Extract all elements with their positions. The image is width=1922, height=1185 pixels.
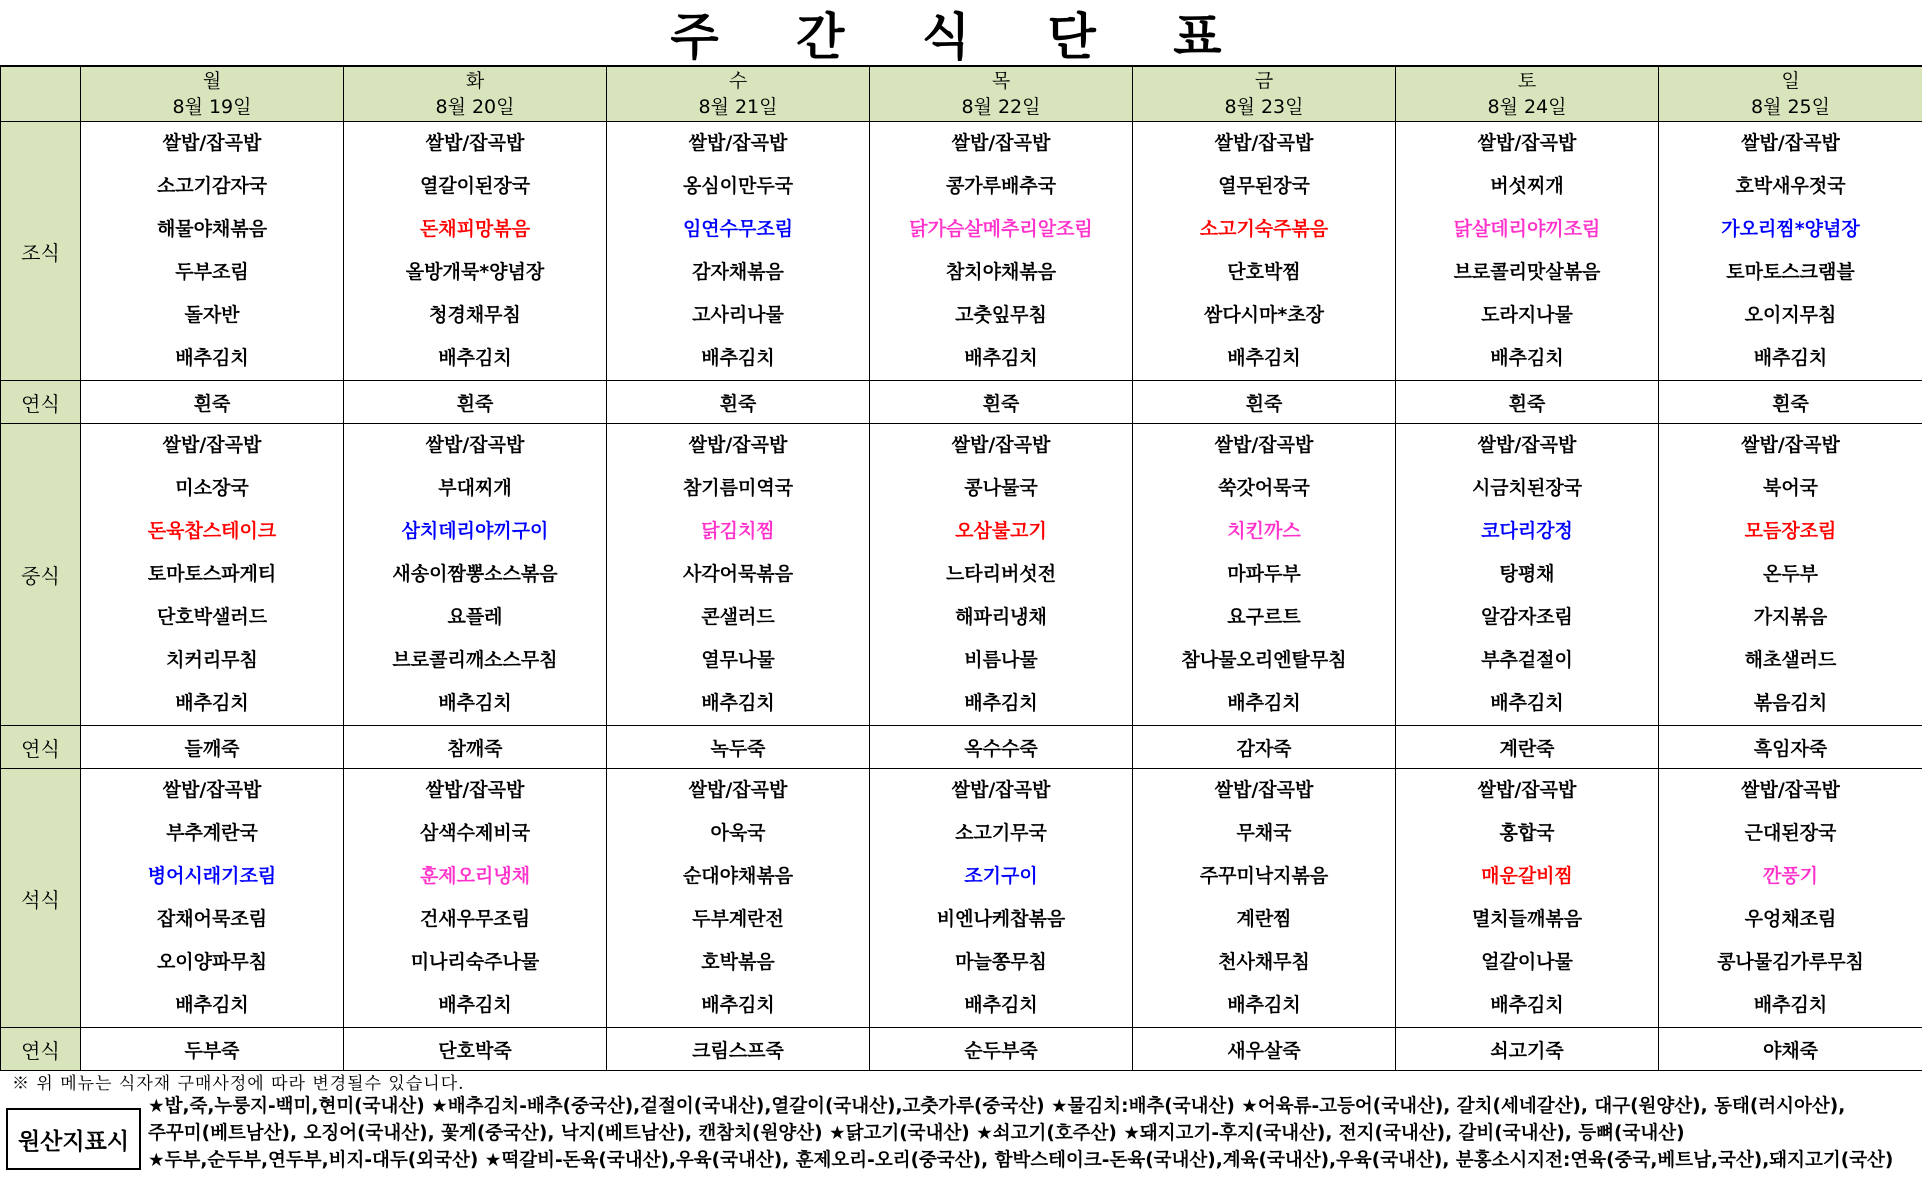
menu-item: 비엔나케찹볶음 (936, 908, 1066, 930)
day-name: 금 (1254, 70, 1274, 92)
menu-item: 콩나물국 (964, 477, 1038, 499)
menu-item: 가지볶음 (1753, 606, 1828, 628)
menu-item: 해파리냉채 (955, 606, 1047, 628)
day-header-row (1, 67, 1922, 122)
menu-item: 계란찜 (1236, 908, 1292, 930)
menu-item: 모듬장조림 (1744, 520, 1837, 542)
meal-cell (1659, 122, 1922, 381)
weekly-menu-table (0, 66, 1922, 1071)
snack-cell: 단호박죽 (344, 1028, 607, 1071)
menu-item: 깐풍기 (1762, 865, 1819, 887)
day-header-sat (1396, 67, 1659, 122)
menu-item: 멸치들깨볶음 (1471, 908, 1583, 930)
menu-item: 단호박찜 (1227, 261, 1301, 283)
menu-item: 병어시래기조림 (147, 865, 277, 887)
menu-item: 해초샐러드 (1744, 649, 1837, 671)
menu-item: 쌀밥/잡곡밥 (1214, 779, 1314, 801)
menu-item: 새송이짬뽕소스볶음 (392, 563, 558, 585)
menu-item: 비름나물 (964, 649, 1038, 671)
menu-item: 호박볶음 (701, 951, 775, 973)
day-date: 8월 25일 (1750, 96, 1830, 118)
day-header-fri (1133, 67, 1396, 122)
snack-cell: 두부죽 (81, 1028, 344, 1071)
snack-cell: 흰죽 (1659, 381, 1922, 424)
menu-item: 닭살데리야끼조림 (1453, 218, 1601, 240)
menu-item: 부대찌개 (438, 477, 512, 499)
snack-row (1, 1028, 1922, 1071)
menu-item: 북어국 (1762, 477, 1819, 499)
snack-cell: 옥수수죽 (870, 726, 1133, 769)
meal-cell (344, 122, 607, 381)
menu-item: 배추김치 (175, 347, 249, 369)
menu-item: 쌀밥/잡곡밥 (162, 779, 262, 801)
origin-line: ★밥,죽,누룽지-백미,현미(국내산) ★배추김치-배추(중국산),겉절이(국내산),열갈이(국내산),고춧가루(중국산) ★물김치:배추(국내산) ★어육류-고등어(국내산), 갈치(세네갈산), 대구(원양산), 동태(러시아산), (148, 1096, 1846, 1117)
menu-item: 고춧잎무침 (955, 304, 1047, 326)
meal-label: 중식 (1, 424, 81, 726)
menu-item: 쌀밥/잡곡밥 (425, 434, 525, 456)
menu-item: 단호박샐러드 (156, 606, 268, 628)
menu-item: 브로콜리맛살볶음 (1453, 261, 1601, 283)
menu-item: 배추김치 (701, 347, 775, 369)
snack-cell: 감자죽 (1133, 726, 1396, 769)
menu-item: 배추김치 (1490, 347, 1564, 369)
snack-cell: 흑임자죽 (1659, 726, 1922, 769)
menu-item: 쌀밥/잡곡밥 (951, 779, 1051, 801)
menu-item: 고사리나물 (692, 304, 784, 326)
menu-item: 삼색수제비국 (419, 822, 531, 844)
day-date: 8월 22일 (961, 96, 1041, 118)
meal-label: 조식 (1, 122, 81, 381)
menu-item: 볶음김치 (1753, 692, 1828, 714)
menu-item: 배추김치 (701, 994, 775, 1016)
menu-item: 쌀밥/잡곡밥 (1741, 779, 1840, 801)
meal-cell (607, 424, 870, 726)
menu-item: 쌀밥/잡곡밥 (425, 779, 525, 801)
menu-item: 사각어묵볶음 (682, 563, 794, 585)
menu-item: 청경채무침 (429, 304, 521, 326)
menu-item: 온두부 (1762, 563, 1819, 585)
menu-item: 쌀밥/잡곡밥 (1741, 132, 1840, 154)
meal-row (1, 424, 1922, 726)
menu-item: 배추김치 (964, 994, 1038, 1016)
snack-cell: 크림스프죽 (607, 1028, 870, 1071)
menu-item: 콩가루배추국 (945, 175, 1057, 197)
menu-item: 토마토스파게티 (147, 563, 277, 585)
snack-cell: 흰죽 (1133, 381, 1396, 424)
menu-item: 열무된장국 (1218, 175, 1310, 197)
menu-item: 얼갈이나물 (1481, 951, 1573, 973)
menu-item: 요플레 (447, 606, 503, 628)
menu-item: 해물야채볶음 (156, 218, 268, 240)
meal-cell (81, 769, 344, 1028)
menu-item: 치킨까스 (1227, 520, 1301, 542)
menu-item: 돈육찹스테이크 (147, 520, 277, 542)
menu-item: 배추김치 (964, 692, 1038, 714)
meal-label: 석식 (1, 769, 81, 1028)
menu-item: 배추김치 (438, 692, 512, 714)
day-date: 8월 21일 (698, 96, 778, 118)
snack-cell: 쇠고기죽 (1396, 1028, 1659, 1071)
menu-item: 쌀밥/잡곡밥 (1214, 434, 1314, 456)
menu-item: 쌀밥/잡곡밥 (951, 132, 1051, 154)
menu-item: 쌀밥/잡곡밥 (425, 132, 525, 154)
page-title: 주 간 식 단 표 (0, 0, 1922, 66)
snack-cell: 야채죽 (1659, 1028, 1922, 1071)
menu-item: 토마토스크램블 (1726, 261, 1855, 283)
menu-item: 쌀밥/잡곡밥 (688, 779, 788, 801)
menu-item: 닭김치찜 (701, 520, 775, 542)
menu-item: 닭가슴살메추리알조림 (909, 218, 1093, 240)
menu-item: 브로콜리깨소스무침 (392, 649, 558, 671)
menu-item: 배추김치 (1227, 692, 1301, 714)
menu-item: 쌀밥/잡곡밥 (162, 434, 262, 456)
menu-item: 쌀밥/잡곡밥 (1477, 132, 1577, 154)
day-date: 8월 24일 (1487, 96, 1567, 118)
menu-item: 버섯찌개 (1490, 175, 1564, 197)
meal-cell (81, 424, 344, 726)
menu-item: 쌀밥/잡곡밥 (951, 434, 1051, 456)
menu-item: 쌈다시마*초장 (1203, 304, 1325, 326)
menu-item: 소고기감자국 (156, 175, 268, 197)
menu-item: 조기구이 (964, 865, 1038, 887)
menu-item: 배추김치 (438, 994, 512, 1016)
menu-item: 쌀밥/잡곡밥 (688, 132, 788, 154)
menu-item: 마늘쫑무침 (955, 951, 1047, 973)
menu-item: 마파두부 (1227, 563, 1301, 585)
menu-item: 호박새우젓국 (1735, 175, 1846, 197)
meal-cell (1396, 122, 1659, 381)
menu-item: 배추김치 (1490, 692, 1564, 714)
menu-item: 돈채피망볶음 (419, 218, 531, 240)
corner-cell (1, 67, 81, 122)
snack-cell: 흰죽 (607, 381, 870, 424)
day-header-tue (344, 67, 607, 122)
menu-item: 알감자조림 (1481, 606, 1573, 628)
snack-cell: 흰죽 (870, 381, 1133, 424)
menu-item: 삼치데리야끼구이 (401, 520, 549, 542)
menu-item: 부추겉절이 (1481, 649, 1573, 671)
meal-cell (1659, 769, 1922, 1028)
meal-cell (870, 769, 1133, 1028)
snack-cell: 흰죽 (1396, 381, 1659, 424)
menu-item: 배추김치 (175, 692, 249, 714)
day-date: 8월 19일 (172, 96, 252, 118)
origin-line: ★두부,순두부,연두부,비지-대두(외국산) ★떡갈비-돈육(국내산),우육(국내산), 훈제오리-오리(중국산), 함박스테이크-돈육(국내산),계육(국내산),우육(국내산), 분홍소시지전:연육(중국,베트남,국산),돼지고기(국산) (148, 1150, 1894, 1171)
meal-cell (344, 424, 607, 726)
snack-cell: 새우살죽 (1133, 1028, 1396, 1071)
menu-item: 콘샐러드 (701, 606, 775, 628)
snack-cell: 참깨죽 (344, 726, 607, 769)
origin-label: 원산지표시 (6, 1108, 141, 1170)
menu-item: 근대된장국 (1744, 822, 1837, 844)
day-date: 8월 23일 (1224, 96, 1304, 118)
menu-item: 참치야채볶음 (945, 261, 1057, 283)
menu-item: 열갈이된장국 (419, 175, 531, 197)
menu-item: 배추김치 (1227, 347, 1301, 369)
snack-cell: 녹두죽 (607, 726, 870, 769)
day-header-mon (81, 67, 344, 122)
menu-item: 배추김치 (175, 994, 249, 1016)
menu-item: 오삼불고기 (955, 520, 1047, 542)
menu-item: 느타리버섯전 (945, 563, 1057, 585)
menu-item: 우엉채조림 (1744, 908, 1837, 930)
meal-cell (607, 122, 870, 381)
day-header-thu (870, 67, 1133, 122)
meal-cell (1396, 424, 1659, 726)
menu-item: 주꾸미낙지볶음 (1199, 865, 1329, 887)
meal-cell (607, 769, 870, 1028)
menu-item: 쌀밥/잡곡밥 (1477, 779, 1577, 801)
menu-item: 건새우무조림 (419, 908, 531, 930)
day-header-wed (607, 67, 870, 122)
menu-item: 미소장국 (175, 477, 249, 499)
menu-item: 배추김치 (1227, 994, 1301, 1016)
meal-cell (1133, 769, 1396, 1028)
menu-item: 감자채볶음 (692, 261, 784, 283)
menu-item: 쌀밥/잡곡밥 (688, 434, 788, 456)
menu-item: 잡채어묵조림 (156, 908, 268, 930)
menu-item: 임연수무조림 (682, 218, 794, 240)
origin-line: 주꾸미(베트남산), 오징어(국내산), 꽃게(중국산), 낙지(베트남산), 캔참치(원양산) ★닭고기(국내산) ★쇠고기(호주산) ★돼지고기-후지(국내산), 전지(국내산), 갈비(국내산), 등뼈(국내산) (148, 1123, 1685, 1144)
meal-cell (870, 122, 1133, 381)
day-name: 토 (1517, 70, 1537, 92)
meal-label: 연식 (1, 726, 81, 769)
meal-cell (1396, 769, 1659, 1028)
menu-item: 배추김치 (1490, 994, 1564, 1016)
menu-item: 돌자반 (184, 304, 240, 326)
day-date: 8월 20일 (435, 96, 515, 118)
menu-item: 무채국 (1236, 822, 1292, 844)
menu-item: 참나물오리엔탈무침 (1181, 649, 1347, 671)
menu-item: 쑥갓어묵국 (1218, 477, 1310, 499)
meal-row (1, 122, 1922, 381)
menu-item: 쌀밥/잡곡밥 (1741, 434, 1840, 456)
menu-item: 치커리무침 (166, 649, 258, 671)
day-name: 월 (202, 70, 222, 92)
day-name: 목 (991, 70, 1011, 92)
meal-cell (870, 424, 1133, 726)
menu-item: 배추김치 (964, 347, 1038, 369)
day-name: 일 (1781, 70, 1800, 92)
day-name: 화 (465, 70, 485, 92)
menu-item: 소고기숙주볶음 (1199, 218, 1329, 240)
menu-item: 탕평채 (1499, 563, 1555, 585)
origin-info (148, 1093, 1918, 1174)
snack-row (1, 726, 1922, 769)
menu-item: 시금치된장국 (1471, 477, 1583, 499)
menu-item: 가오리찜*양념장 (1721, 218, 1860, 240)
snack-cell: 흰죽 (344, 381, 607, 424)
menu-item: 콩나물김가루무침 (1717, 951, 1864, 973)
menu-item: 두부조림 (175, 261, 249, 283)
meal-label: 연식 (1, 381, 81, 424)
day-header-sun (1659, 67, 1922, 122)
menu-item: 순대야채볶음 (682, 865, 794, 887)
menu-item: 오이지무침 (1744, 304, 1837, 326)
menu-item: 올방개묵*양념장 (405, 261, 545, 283)
snack-cell: 흰죽 (81, 381, 344, 424)
menu-body (1, 122, 1922, 1071)
snack-row (1, 381, 1922, 424)
day-name: 수 (728, 70, 748, 92)
meal-cell (81, 122, 344, 381)
menu-item: 열무나물 (701, 649, 775, 671)
menu-item: 쌀밥/잡곡밥 (162, 132, 262, 154)
menu-item: 매운갈비찜 (1481, 865, 1573, 887)
menu-item: 천사채무침 (1218, 951, 1310, 973)
menu-item: 배추김치 (1753, 347, 1828, 369)
menu-item: 아욱국 (710, 822, 766, 844)
menu-item: 오이양파무침 (156, 951, 268, 973)
menu-item: 훈제오리냉채 (419, 865, 531, 887)
meal-label: 연식 (1, 1028, 81, 1071)
menu-item: 부추계란국 (166, 822, 258, 844)
meal-cell (1659, 424, 1922, 726)
menu-item: 코다리강정 (1481, 520, 1573, 542)
meal-cell (344, 769, 607, 1028)
menu-item: 쌀밥/잡곡밥 (1477, 434, 1577, 456)
snack-cell: 순두부죽 (870, 1028, 1133, 1071)
menu-item: 참기름미역국 (682, 477, 794, 499)
meal-cell (1133, 122, 1396, 381)
menu-item: 미나리숙주나물 (410, 951, 540, 973)
menu-change-notice: ※ 위 메뉴는 식자재 구매사정에 따라 변경될수 있습니다. (12, 1074, 465, 1094)
meal-cell (1133, 424, 1396, 726)
menu-item: 도라지나물 (1481, 304, 1573, 326)
menu-item: 홍합국 (1499, 822, 1555, 844)
menu-item: 옹심이만두국 (682, 175, 794, 197)
menu-item: 요구르트 (1227, 606, 1301, 628)
snack-cell: 들깨죽 (81, 726, 344, 769)
menu-item: 소고기무국 (955, 822, 1047, 844)
snack-cell: 계란죽 (1396, 726, 1659, 769)
menu-item: 배추김치 (1753, 994, 1828, 1016)
menu-item: 두부계란전 (692, 908, 784, 930)
menu-item: 쌀밥/잡곡밥 (1214, 132, 1314, 154)
menu-item: 배추김치 (701, 692, 775, 714)
meal-row (1, 769, 1922, 1028)
menu-item: 배추김치 (438, 347, 512, 369)
